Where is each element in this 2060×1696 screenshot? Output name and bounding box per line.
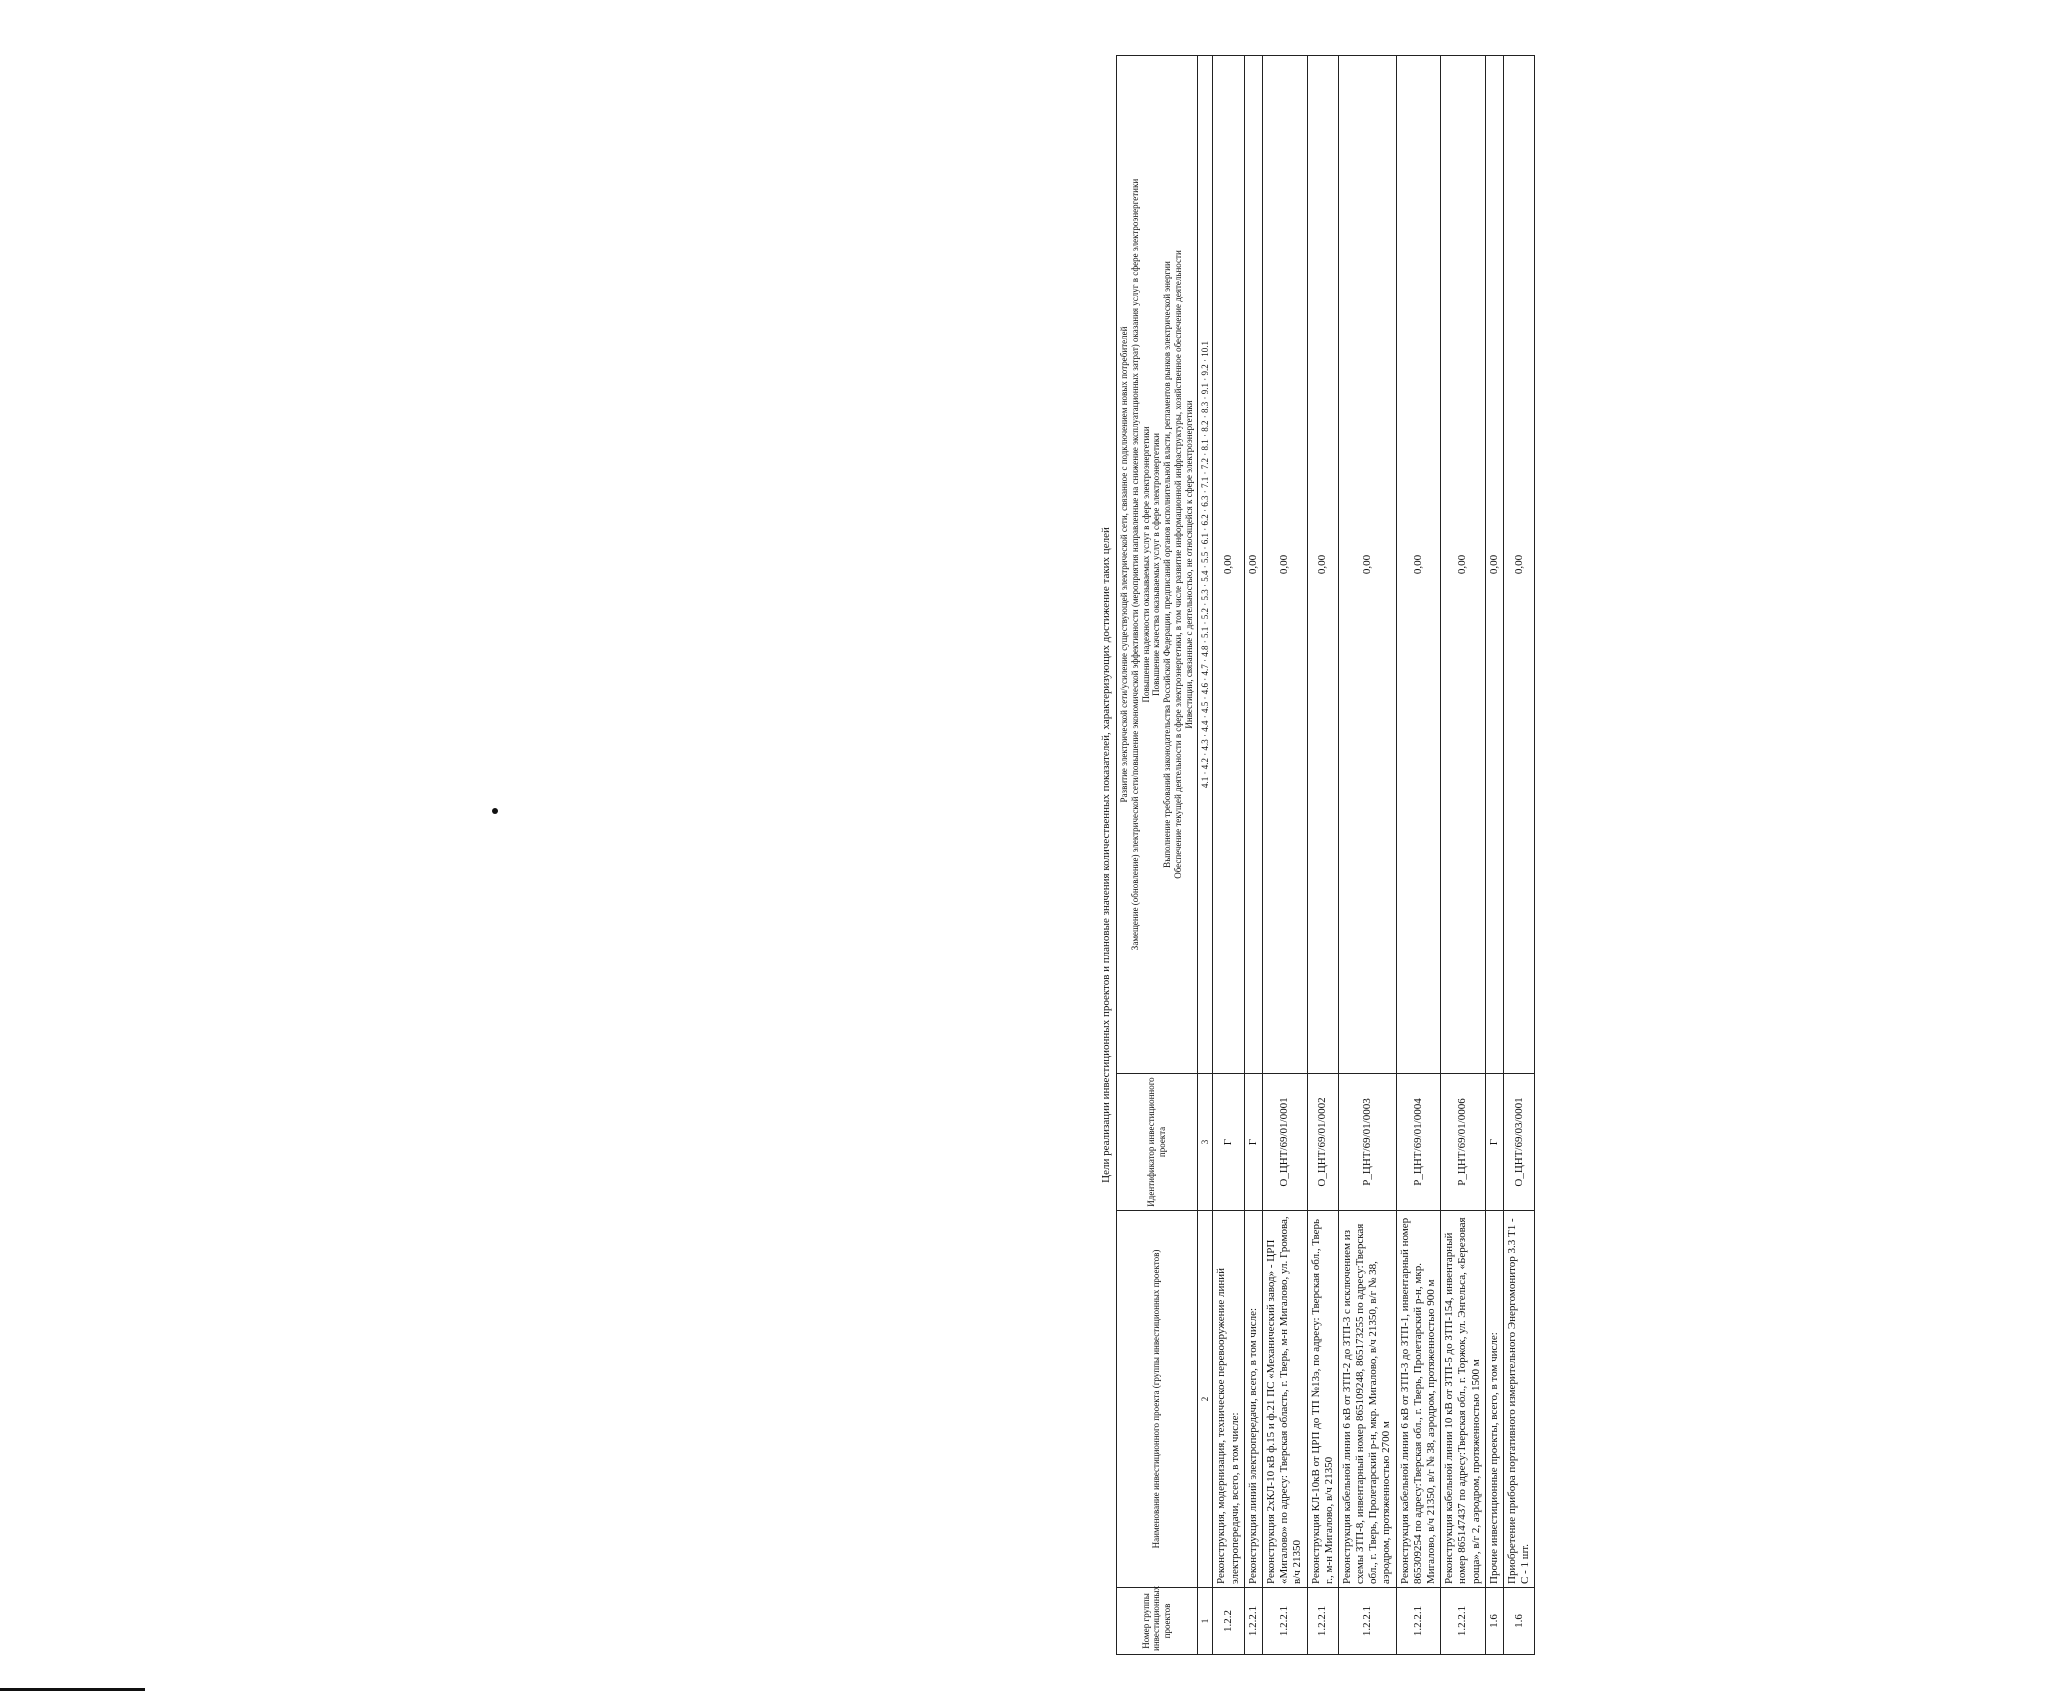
row-value: 0,00 (1213, 56, 1244, 1074)
row-identifier: Г (1485, 1074, 1503, 1211)
table-row (1244, 56, 1262, 1655)
header-name: Наименование инвестиционного проекта (группы инвестиционных проектов) (1117, 1211, 1198, 1588)
row-identifier: Р_ЦНТ/69/01/0003 (1338, 1074, 1396, 1211)
row-value: 0,00 (1262, 56, 1307, 1074)
col-number: 4.5 (1199, 701, 1210, 713)
goal-group-1: Развитие электрической сети/усиление существующей электрической сети, связанное с подключением новых потребителей (1119, 326, 1129, 803)
goal-group-7: Инвестиции, связанные с деятельностью, не относящейся к сфере электроэнергетики (1183, 400, 1194, 729)
row-value: 0,00 (1441, 56, 1486, 1074)
col-number: 10.1 (1199, 341, 1210, 357)
goal-group-5: Выполнение требований законодательства Российской Федерации, предписаний органов исполнительной власти, регламентов рынков электрической энергии (1162, 261, 1173, 868)
row-number: 1.2.2.1 (1441, 1588, 1486, 1655)
row-project-name: Реконструкция 2хКЛ-10 кВ ф.15 и ф.21 ПС «Механический завод» - ЦРП «Мигалово» по адресу: Тверская область, г. Тверь, м-н Мигалово, ул. Громова, в/ч 21350 (1262, 1211, 1307, 1588)
row-value: 0,00 (1485, 56, 1503, 1074)
header-identifier: Идентификатор инвестиционного проекта (1117, 1074, 1198, 1211)
col-number: 6.3 (1199, 495, 1210, 507)
table-row (1307, 56, 1338, 1655)
rotated-table-sheet (1100, 55, 2060, 1655)
col-number: 4.2 (1199, 758, 1210, 770)
row-project-name: Приобретение прибора портативного измерительного Энергомонитор 3.3 Т1 - С - 1 шт. (1503, 1211, 1534, 1588)
col-number: 1 (1197, 1588, 1213, 1655)
row-number: 1.6 (1485, 1588, 1503, 1655)
scan-mark-line (0, 1688, 145, 1691)
column-number-row (1197, 56, 1213, 1655)
row-identifier: О_ЦНТ/69/03/0001 (1503, 1074, 1534, 1211)
col-number: 6.2 (1199, 514, 1210, 526)
col-number: 4.3 (1199, 739, 1210, 751)
row-project-name: Реконструкция КЛ-10кВ от ЦРП до ТП №13э, по адресу: Тверская обл., Тверь г., м-н Мигалово, в/ч 21350 (1307, 1211, 1338, 1588)
col-number: 5.2 (1199, 608, 1210, 620)
table-row (1338, 56, 1396, 1655)
col-number: 4.8 (1199, 645, 1210, 657)
col-number: 4.6 (1199, 683, 1210, 695)
row-project-name: Реконструкция, модернизация, техническое перевооружение линий электропередачи, всего, в том числе: (1213, 1211, 1244, 1588)
header-row (1117, 56, 1198, 1655)
row-number: 1.2.2.1 (1307, 1588, 1338, 1655)
col-number-list: 4.1 · 4.2 · 4.3 · 4.4 · 4.5 · 4.6 · 4.7 · 4.8 · 5.1 · 5.2 · 5.3 · 5.4 · 5.5 · 6.1 · 6.2 · 6.3 · 7.1 · 7.2 · 8.1 · 8.2 · 8.3 · 9.1 · 9.2 · 10.1 (1197, 56, 1213, 1074)
col-number: 8.2 (1199, 420, 1210, 432)
row-identifier: Р_ЦНТ/69/01/0004 (1396, 1074, 1441, 1211)
col-number: 3 (1197, 1074, 1213, 1211)
col-number: 8.1 (1199, 439, 1210, 451)
col-number: 5.4 (1199, 570, 1210, 582)
table-row (1485, 56, 1503, 1655)
table-row (1503, 56, 1534, 1655)
col-number: 5.5 (1199, 551, 1210, 563)
col-number: 7.2 (1199, 458, 1210, 470)
table-row (1441, 56, 1486, 1655)
row-number: 1.2.2.1 (1338, 1588, 1396, 1655)
row-number: 1.2.2 (1213, 1588, 1244, 1655)
table-row (1262, 56, 1307, 1655)
col-number: 5.1 (1199, 626, 1210, 638)
scan-mark-dot (492, 808, 498, 814)
goal-group-2: Замещение (обновление) электрической сети/повышение экономической эффективности (мероприятия направленные на снижение эксплуатационных затрат) оказания услуг в сфере электроэнергетики (1129, 178, 1140, 951)
table-row (1396, 56, 1441, 1655)
col-number: 5.3 (1199, 589, 1210, 601)
table-row (1213, 56, 1244, 1655)
header-group-no: Номер группы инвестиционных проектов (1117, 1588, 1198, 1655)
header-goal-groups (1117, 56, 1198, 1074)
col-number: 4.7 (1199, 664, 1210, 676)
col-number: 7.1 (1199, 476, 1210, 488)
row-project-name: Реконструкция линий электропередачи, всего, в том числе: (1244, 1211, 1262, 1588)
row-value: 0,00 (1244, 56, 1262, 1074)
row-project-name: Реконструкция кабельной линии 6 кВ от ЗТП-3 до ЗТП-1, инвентарный номер 865309254 по адресу:Тверская обл., г. Тверь, Пролетарский р-н, мкр. Мигалово, в/ч 21350, в/г № 38, аэродром, протяженностью 900 м (1396, 1211, 1441, 1588)
investment-table (1116, 55, 1535, 1655)
col-number: 9.2 (1199, 364, 1210, 376)
col-number: 9.1 (1199, 383, 1210, 395)
row-project-name: Реконструкция кабельной линии 10 кВ от ЗТП-5 до ЗТП-154, инвентарный номер 865147437 по адресу:Тверская обл., г. Торжок, ул. Энгельса, «Березовая роща», в/г 2, аэродром, протяженностью 1500 м (1441, 1211, 1486, 1588)
row-project-name: Прочие инвестиционные проекты, всего, в том числе: (1485, 1211, 1503, 1588)
col-number: 4.4 (1199, 720, 1210, 732)
col-number: 2 (1197, 1211, 1213, 1588)
col-number: 4.1 (1199, 776, 1210, 788)
row-value: 0,00 (1503, 56, 1534, 1074)
row-value: 0,00 (1396, 56, 1441, 1074)
goal-group-4: Повышение качества оказываемых услуг в сфере электроэнергетики (1151, 433, 1162, 696)
row-project-name: Реконструкция кабельной линии 6 кВ от ЗТП-2 до ЗТП-3 с исключением из схемы ЗТП-8, инвентарный номер 865109248, 865173255 по адресу:Тверская обл., г. Тверь, Пролетарский р-н, мкр. Мигалово, в/ч 21350, в/г № 38, аэродром, протяженностью 2700 м (1338, 1211, 1396, 1588)
row-value: 0,00 (1307, 56, 1338, 1074)
row-identifier: Г (1244, 1074, 1262, 1211)
goal-group-6: Обеспечение текущей деятельности в сфере электроэнергетики, в том числе развитие информационной инфраструктуры, хозяйственное обеспечение деятельности (1172, 250, 1183, 879)
row-number: 1.6 (1503, 1588, 1534, 1655)
row-identifier: О_ЦНТ/69/01/0001 (1262, 1074, 1307, 1211)
row-number: 1.2.2.1 (1262, 1588, 1307, 1655)
row-identifier: Г (1213, 1074, 1244, 1211)
row-identifier: Р_ЦНТ/69/01/0006 (1441, 1074, 1486, 1211)
row-identifier: О_ЦНТ/69/01/0002 (1307, 1074, 1338, 1211)
row-number: 1.2.2.1 (1396, 1588, 1441, 1655)
row-value: 0,00 (1338, 56, 1396, 1074)
table-caption: Цели реализации инвестиционных проектов и плановые значения количественных показателей, характеризующих достижение таких целей (1100, 527, 1112, 1183)
col-number: 8.3 (1199, 401, 1210, 413)
row-number: 1.2.2.1 (1244, 1588, 1262, 1655)
col-number: 6.1 (1199, 533, 1210, 545)
goal-group-3: Повышение надежности оказываемых услуг в сфере электроэнергетики (1140, 426, 1151, 703)
